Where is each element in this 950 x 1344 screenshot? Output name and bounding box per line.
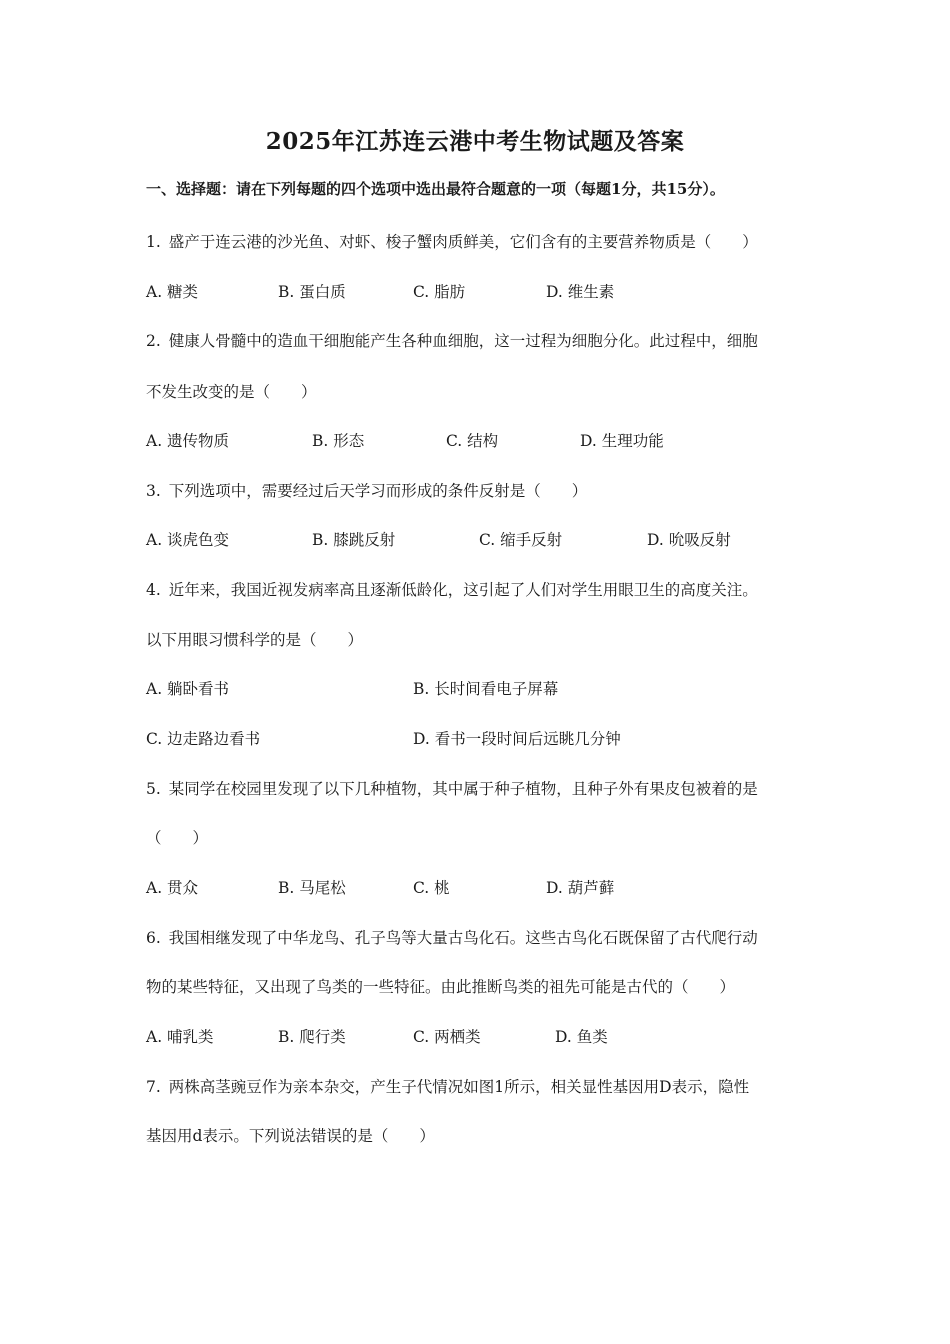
question-number: 5. <box>146 780 161 798</box>
question-text: 某同学在校园里发现了以下几种植物，其中属于种子植物，且种子外有果皮包被着的是 <box>168 780 758 798</box>
question-number: 6. <box>146 929 161 947</box>
question-text: 近年来，我国近视发病率高且逐渐低龄化，这引起了人们对学生用眼卫生的高度关注。 <box>168 581 758 599</box>
question-2 <box>146 329 758 351</box>
question-text: 健康人骨髓中的造血干细胞能产生各种血细胞，这一过程为细胞分化。此过程中，细胞 <box>168 332 758 350</box>
q2-option-c: C. 结构 <box>446 432 499 450</box>
q6-option-b: B. 爬行类 <box>278 1028 346 1046</box>
question-1 <box>146 230 758 252</box>
question-7 <box>146 1075 749 1097</box>
question-5 <box>146 777 758 799</box>
q1-option-d: D. 维生素 <box>546 283 615 301</box>
q4-option-b: B. 长时间看电子屏幕 <box>413 680 559 698</box>
q2-option-d: D. 生理功能 <box>580 432 664 450</box>
q5-option-d: D. 葫芦藓 <box>546 879 615 897</box>
question-4-continued: 以下用眼习惯科学的是（ ） <box>146 631 364 649</box>
q3-option-a: A. 谈虎色变 <box>146 531 230 549</box>
question-number: 7. <box>146 1078 161 1096</box>
question-6 <box>146 926 758 948</box>
q5-option-a: A. 贯众 <box>146 879 199 897</box>
question-text: 两株高茎豌豆作为亲本杂交，产生子代情况如图1所示，相关显性基因用D表示，隐性 <box>168 1078 750 1096</box>
question-number: 2. <box>146 332 161 350</box>
question-text: 盛产于连云港的沙光鱼、对虾、梭子蟹肉质鲜美，它们含有的主要营养物质是（ ） <box>168 233 758 251</box>
q5-option-b: B. 马尾松 <box>278 879 346 897</box>
question-number: 4. <box>146 581 161 599</box>
q4-option-c: C. 边走路边看书 <box>146 730 261 748</box>
q4-option-a: A. 躺卧看书 <box>146 680 230 698</box>
section-heading: 一、选择题：请在下列每题的四个选项中选出最符合题意的一项（每题1分，共15分）。 <box>146 180 725 198</box>
q2-option-a: A. 遗传物质 <box>146 432 230 450</box>
q1-option-a: A. 糖类 <box>146 283 199 301</box>
q6-option-a: A. 哺乳类 <box>146 1028 214 1046</box>
question-text: 我国相继发现了中华龙鸟、孔子鸟等大量古鸟化石。这些古鸟化石既保留了古代爬行动 <box>168 929 758 947</box>
q2-option-b: B. 形态 <box>312 432 365 450</box>
question-number: 1. <box>146 233 161 251</box>
q5-option-c: C. 桃 <box>413 879 450 897</box>
q1-option-b: B. 蛋白质 <box>278 283 346 301</box>
q6-option-c: C. 两栖类 <box>413 1028 481 1046</box>
question-5-continued: （ ） <box>146 829 209 847</box>
question-3 <box>146 479 587 501</box>
q3-option-b: B. 膝跳反射 <box>312 531 396 549</box>
q4-option-d: D. 看书一段时间后远眺几分钟 <box>413 730 621 748</box>
question-2-continued: 不发生改变的是（ ） <box>146 383 317 401</box>
q6-option-d: D. 鱼类 <box>555 1028 608 1046</box>
q3-option-c: C. 缩手反射 <box>479 531 563 549</box>
question-4 <box>146 578 758 600</box>
document-title: 2025年江苏连云港中考生物试题及答案 <box>265 128 685 155</box>
q1-option-c: C. 脂肪 <box>413 283 466 301</box>
q3-option-d: D. 吮吸反射 <box>647 531 731 549</box>
question-7-continued: 基因用d表示。下列说法错误的是（ ） <box>146 1127 435 1145</box>
question-6-continued: 物的某些特征，又出现了鸟类的一些特征。由此推断鸟类的祖先可能是古代的（ ） <box>146 978 736 996</box>
question-number: 3. <box>146 482 161 500</box>
question-text: 下列选项中，需要经过后天学习而形成的条件反射是（ ） <box>168 482 588 500</box>
